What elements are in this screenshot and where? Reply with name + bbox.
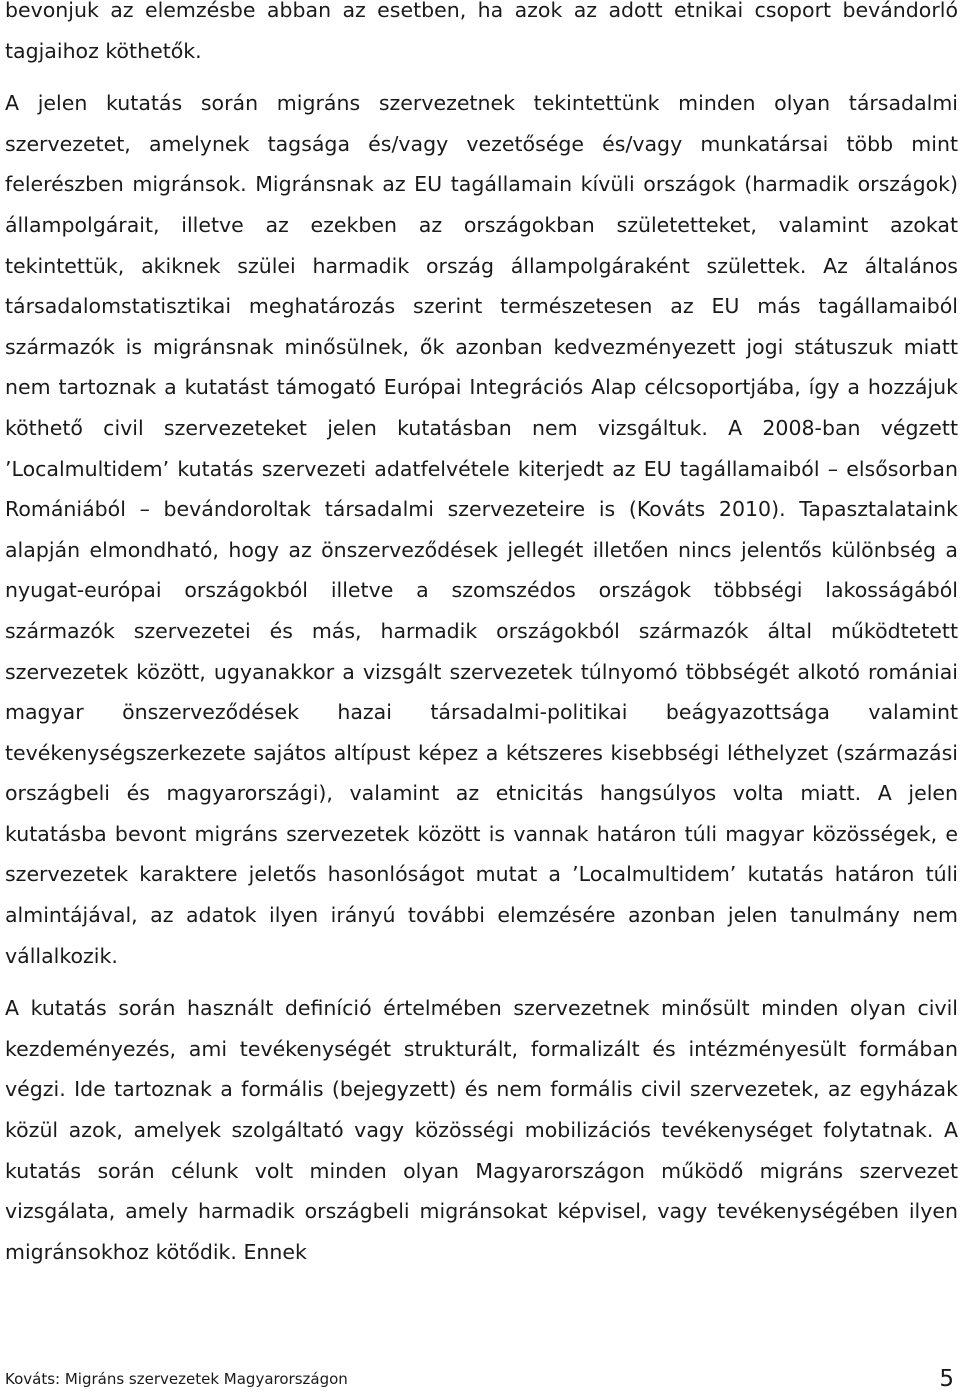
document-page: [5, 0, 958, 1272]
paragraph-3: A kutatás során használt definíció értelmében szervezetnek minősült minden olyan civil kezdeményezés, ami tevékenységét strukturált, formalizált és intézményesült formában végzi. Ide tartoznak a formális (bejegyzett) és nem formális civil szervezetek, az egyházak közül azok, amelyek szolgáltató vagy közösségi mobilizációs tevékenységet folytatnak. A kutatás során célunk volt minden olyan Magyarországon működő migráns szervezet vizsgálata, amely harmadik országbeli migránsokat képvisel, vagy tevékenységében ilyen migránsokhoz kötődik. Ennek: [5, 996, 958, 1264]
paragraph-2: A jelen kutatás során migráns szervezetnek tekintettünk minden olyan társadalmi szervezetet, amelynek tagsága és/vagy vezetősége és/vagy munkatársai több mint felerészben migránsok. Migránsnak az EU tagállamain kívüli országok (harmadik országok) állampolgárait, illetve az ezekben az országokban születetteket, valamint azokat tekintettük, akiknek szülei harmadik ország állampolgáraként születtek. Az általános társadalomstatisztikai meghatározás szerint természetesen az EU más tagállamaiból származók is migránsnak minősülnek, ők azonban kedvezményezett jogi státuszuk miatt nem tartoznak a kutatást támogató Európai Integrációs Alap célcsoportjába, így a hozzájuk köthető civil szervezeteket jelen kutatásban nem vizsgáltuk. A 2008-ban végzett ’Localmultidem’ kutatás szervezeti adatfelvétele kiterjedt az EU tagállamaiból – elsősorban Romániából – bevándoroltak társadalmi szervezeteire is (Kováts 2010). Tapasztalataink alapján elmondható, hogy az önszerveződések jellegét illetően nincs jelentős különbség a nyugat-európai országokból illetve a szomszédos országok többségi lakosságából származók szervezetei és más, harmadik országokból származók által működtetett szervezetek között, ugyanakkor a vizsgált szervezetek túlnyomó többségét alkotó romániai magyar önszerveződések hazai társadalmi-politikai beágyazottsága valamint tevékenységszerkezete sajátos altípust képez a kétszeres kisebbségi léthelyzet (származási országbeli és magyarországi), valamint az etnicitás hangsúlyos volta miatt. A jelen kutatásba bevont migráns szervezetek között is vannak határon túli magyar közösségek, e szervezetek karaktere jeletős hasonlóságot mutat a ’Localmultidem’ kutatás határon túli almintájával, az adatok ilyen irányú további elemzésére azonban jelen tanulmány nem vállalkozik.: [5, 91, 958, 968]
footer-running-title: Kováts: Migráns szervezetek Magyarországon: [5, 1370, 348, 1388]
paragraph-1: bevonjuk az elemzésbe abban az esetben, ha azok az adott etnikai csoport bevándorló tagjaihoz köthetők.: [5, 0, 958, 63]
page-number: 5: [939, 1366, 954, 1392]
